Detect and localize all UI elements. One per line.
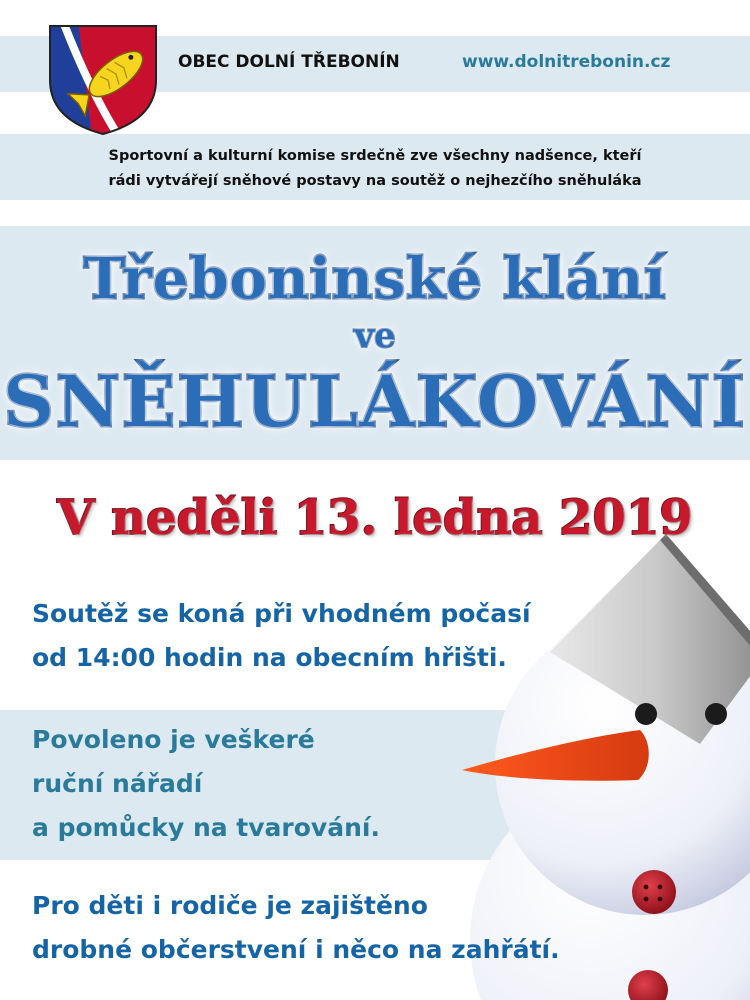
invitation-line-1: Sportovní a kulturní komise srdečně zve všechny nadšence, kteří <box>108 148 642 164</box>
event-date: V neděli 13. ledna 2019 <box>57 490 693 546</box>
snowman-button-top <box>632 870 676 914</box>
municipality-name: OBEC DOLNÍ TŘEBONÍN <box>178 52 400 72</box>
snowman-eye-right <box>705 703 727 725</box>
info-tools-line-3: a pomůcky na tvarování. <box>32 813 380 842</box>
info-tools <box>32 718 380 850</box>
info-refreshments <box>32 884 560 972</box>
info-time-place-line-1: Soutěž se koná při vhodném počasí <box>32 599 531 628</box>
info-refreshments-line-1: Pro děti i rodiče je zajištěno <box>32 891 428 920</box>
event-title-line-2: ve <box>354 316 396 356</box>
event-title-line-3: SNĚHULÁKOVÁNÍ <box>3 360 747 443</box>
invitation-line-2: rádi vytvářejí sněhové postavy na soutěž o nejhezčího sněhuláka <box>108 173 642 189</box>
website-link[interactable]: www.dolnitrebonin.cz <box>462 52 671 72</box>
info-time-place-line-2: od 14:00 hodin na obecním hřišti. <box>32 643 507 672</box>
event-title-line-1: Třeboninské klání <box>83 246 667 312</box>
invitation-text <box>0 144 750 194</box>
info-refreshments-line-2: drobné občerstvení i něco na zahřátí. <box>32 935 560 964</box>
info-time-place <box>32 592 531 680</box>
info-tools-line-1: Povoleno je veškeré <box>32 725 315 754</box>
coat-of-arms-fish-icon <box>42 20 164 138</box>
info-tools-line-2: ruční nářadí <box>32 769 203 798</box>
snowman-eye-left <box>635 703 657 725</box>
